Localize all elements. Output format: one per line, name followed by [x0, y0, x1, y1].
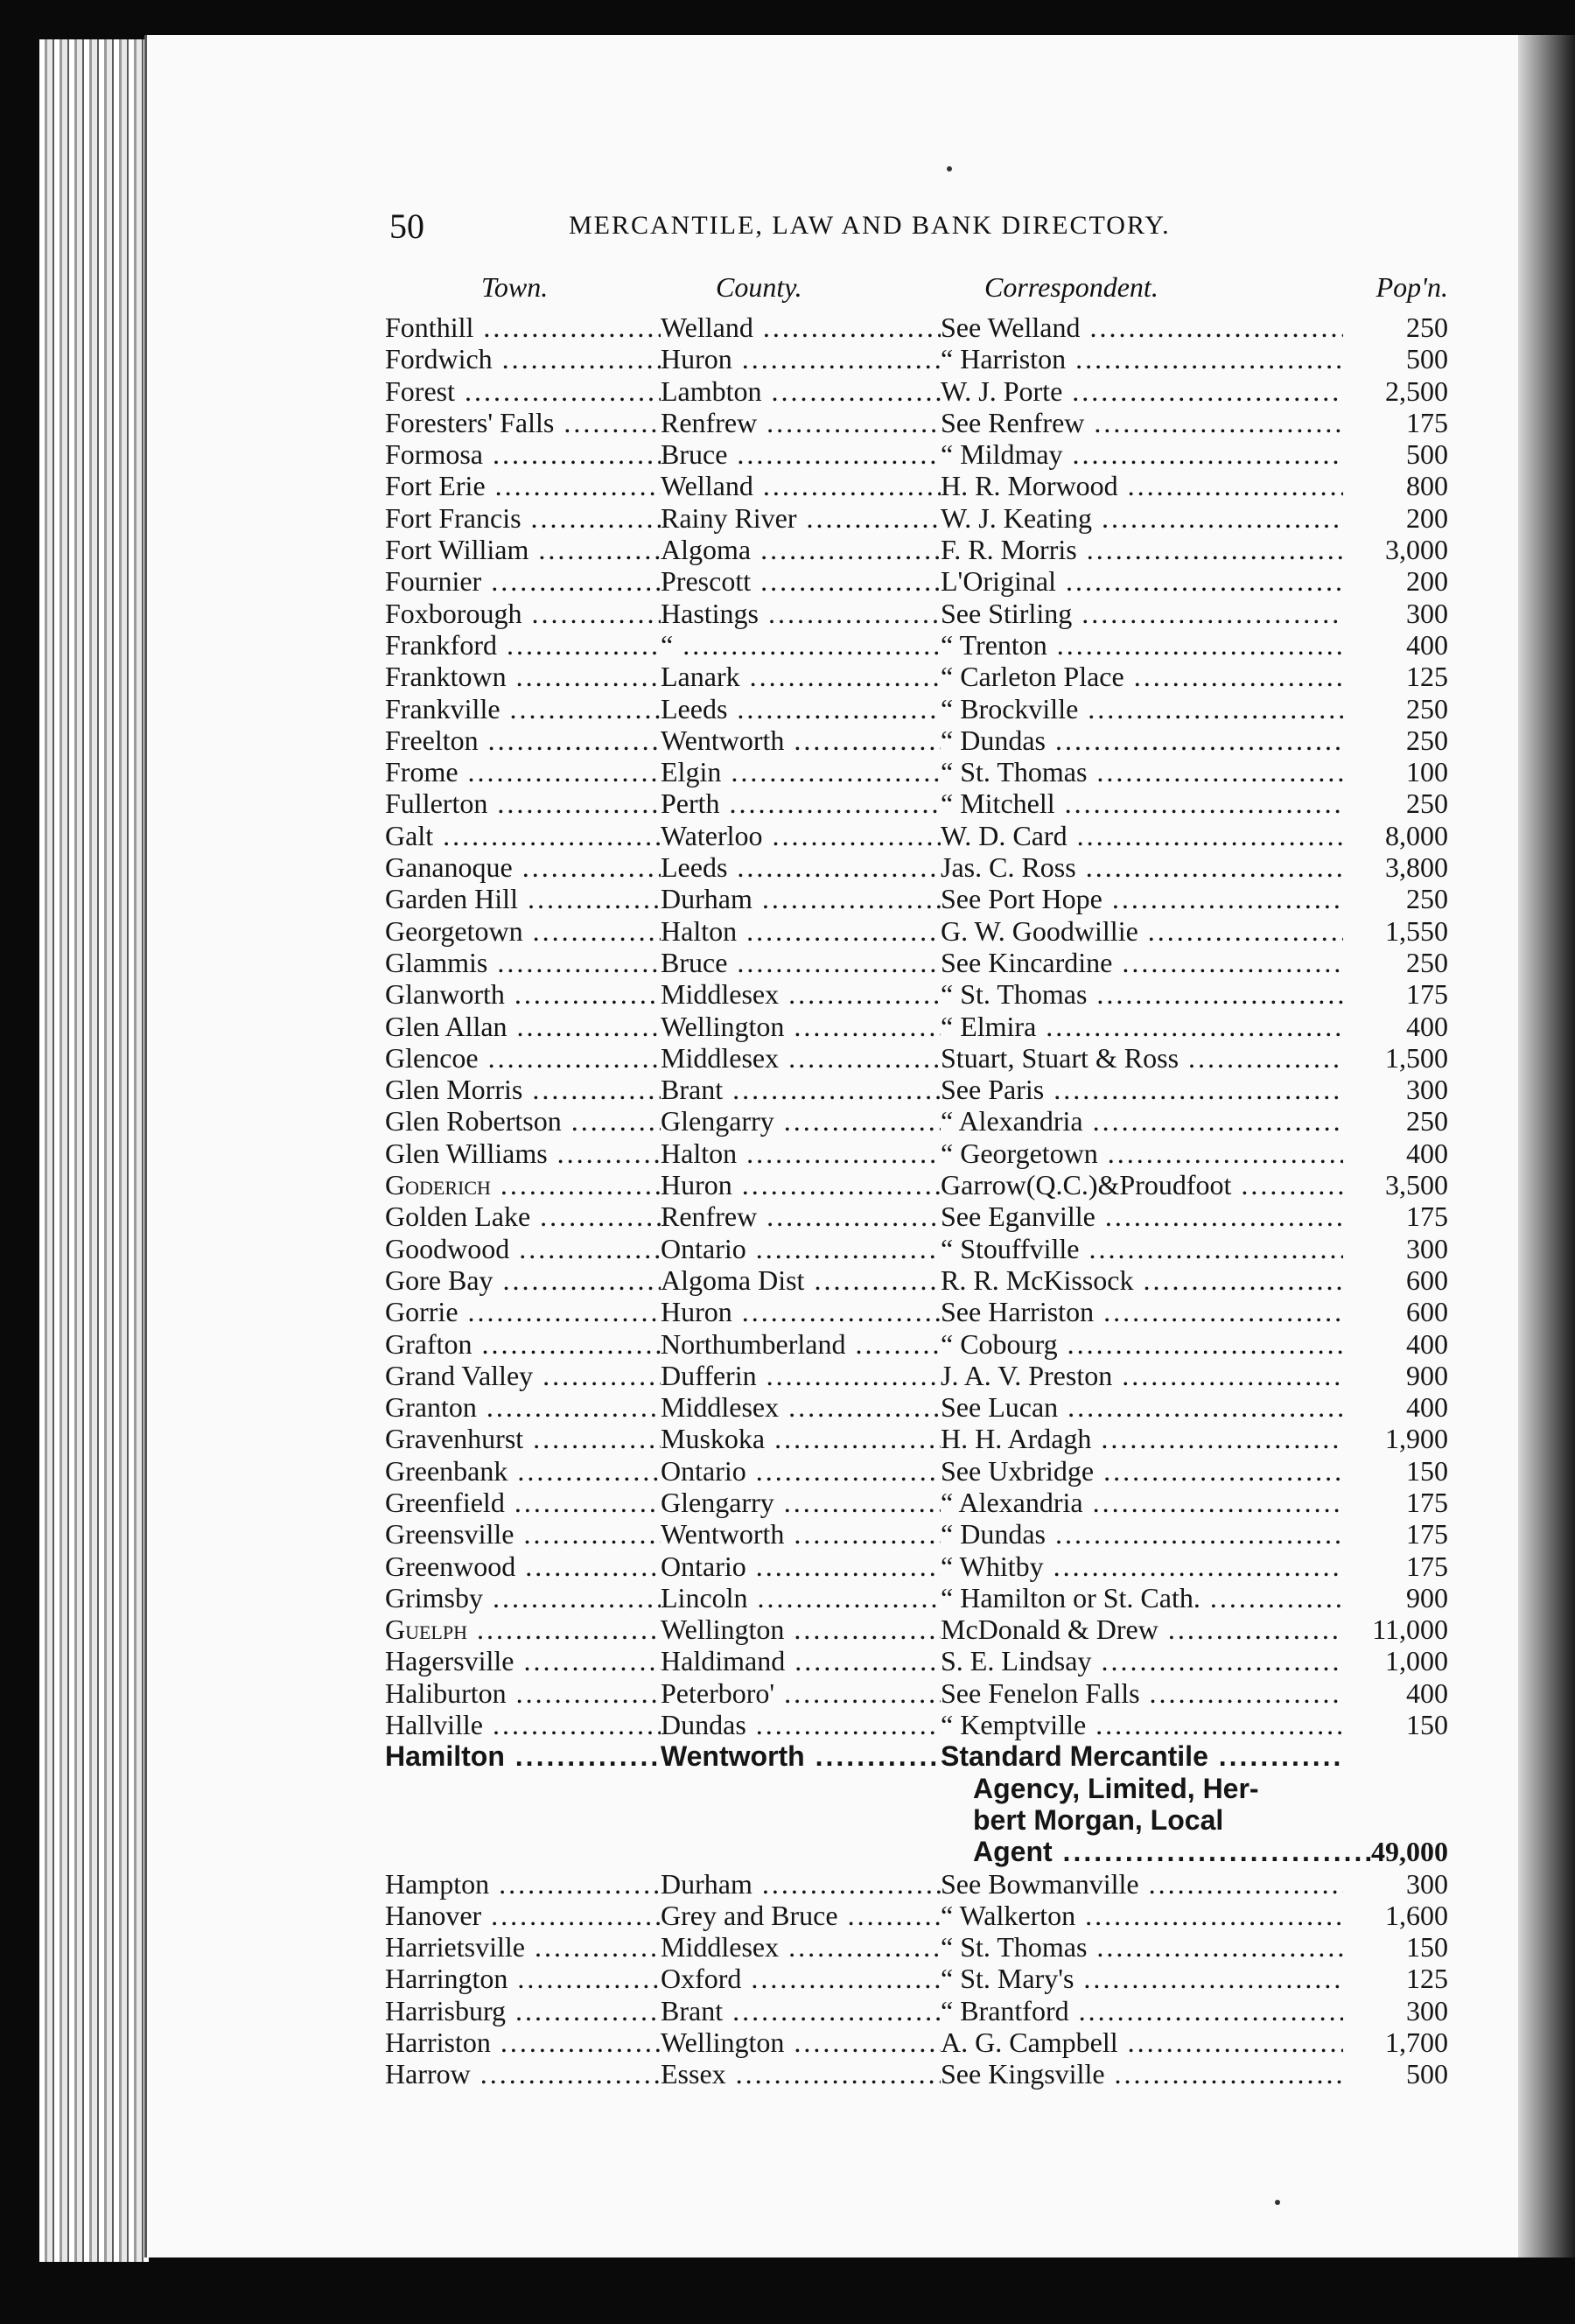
cell-correspondent: W. J. Porte .....	[941, 375, 1343, 407]
cell-correspondent: Standard Mercantile .....	[941, 1740, 1343, 1772]
table-row	[385, 1423, 1448, 1454]
table-row	[385, 1868, 1448, 1900]
cell-pop: 1,550	[1385, 914, 1448, 947]
cell-pop: 800	[1406, 470, 1448, 502]
cell-county: Ontario .....	[661, 1550, 941, 1582]
cell-pop: 500	[1406, 2058, 1448, 2090]
cell-pop: 300	[1406, 597, 1448, 629]
cell-county: Middlesex .....	[661, 1391, 941, 1423]
cell-town: Goderich .....	[385, 1169, 661, 1200]
table-row	[385, 1233, 1448, 1264]
cell-town: Georgetown .....	[385, 915, 661, 947]
cell-town: Gananoque .....	[385, 851, 661, 883]
table-row	[385, 851, 1448, 883]
table-row	[385, 375, 1448, 407]
cell-pop: 150	[1406, 1709, 1448, 1741]
cell-pop: 175	[1406, 978, 1448, 1011]
cell-county: Wentworth .....	[661, 1518, 941, 1550]
cell-pop: 500	[1406, 343, 1448, 375]
cell-correspondent: W. J. Keating .....	[941, 502, 1343, 534]
cell-town: Foresters' Falls .....	[385, 407, 661, 438]
cell-pop: 250	[1406, 883, 1448, 915]
cell-town: Glanworth .....	[385, 978, 661, 1010]
cell-county: Northumberland .....	[661, 1328, 941, 1360]
page-title: MERCANTILE, LAW AND BANK DIRECTORY.	[569, 211, 1171, 240]
cell-county: Waterloo .....	[661, 820, 941, 851]
table-row	[385, 756, 1448, 788]
cell-pop: 250	[1406, 946, 1448, 978]
cell-correspondent: See Eganville .....	[941, 1200, 1343, 1232]
cell-county: Wentworth .....	[661, 1740, 941, 1772]
cell-county: Huron .....	[661, 1296, 941, 1327]
cell-town: Glammis .....	[385, 947, 661, 978]
cell-pop: 49,000	[1371, 1836, 1448, 1868]
cell-correspondent: Stuart, Stuart & Ross .....	[941, 1042, 1343, 1074]
table-row	[385, 661, 1448, 692]
cell-correspondent: McDonald & Drew .....	[941, 1614, 1343, 1645]
table-row	[385, 438, 1448, 470]
cell-county: Elgin .....	[661, 756, 941, 788]
cell-pop: 500	[1406, 438, 1448, 471]
cell-pop: 1,000	[1385, 1645, 1448, 1677]
table-row	[385, 598, 1448, 629]
cell-correspondent: See Bowmanville .....	[941, 1868, 1343, 1900]
cell-correspondent: “ Hamilton or St. Cath. .....	[941, 1582, 1343, 1614]
running-head	[389, 206, 1448, 249]
cell-pop: 300	[1406, 1232, 1448, 1264]
book-page-edges	[39, 39, 149, 2262]
cell-county: Renfrew .....	[661, 407, 941, 438]
table-row	[385, 1645, 1448, 1676]
cell-correspondent: “ Walkerton .....	[941, 1900, 1343, 1931]
cell-town: Fullerton .....	[385, 788, 661, 819]
cell-correspondent: “ Dundas .....	[941, 1518, 1343, 1550]
table-row	[385, 1138, 1448, 1169]
table-row	[385, 1677, 1448, 1709]
cell-town: Haliburton .....	[385, 1677, 661, 1709]
cell-town: Glencoe .....	[385, 1042, 661, 1074]
cell-county: Algoma .....	[661, 534, 941, 565]
cell-pop: 175	[1406, 406, 1448, 438]
cell-town: Grimsby .....	[385, 1582, 661, 1614]
table-row	[385, 724, 1448, 756]
cell-county: Wellington .....	[661, 2026, 941, 2058]
cell-county: Prescott .....	[661, 565, 941, 597]
cell-correspondent: W. D. Card .....	[941, 820, 1343, 851]
cell-county: Peterboro' .....	[661, 1677, 941, 1709]
cell-town: Hampton .....	[385, 1868, 661, 1900]
cell-correspondent: See Kincardine .....	[941, 947, 1343, 978]
directory-table	[385, 312, 1448, 2090]
cell-correspondent: “ Mitchell .....	[941, 788, 1343, 819]
cell-town: Fournier .....	[385, 565, 661, 597]
cell-pop: 8,000	[1385, 819, 1448, 851]
cell-town: Harrington .....	[385, 1963, 661, 1994]
table-row	[385, 1169, 1448, 1200]
cell-town: Harrow .....	[385, 2058, 661, 2090]
cell-correspondent: “ St. Thomas .....	[941, 1931, 1343, 1963]
cell-town: Golden Lake .....	[385, 1200, 661, 1232]
table-row	[385, 947, 1448, 978]
cell-correspondent: “ Cobourg .....	[941, 1328, 1343, 1360]
cell-correspondent: “ Brockville .....	[941, 693, 1343, 724]
table-row	[385, 1518, 1448, 1550]
cell-correspondent: F. R. Morris .....	[941, 534, 1343, 565]
cell-correspondent: See Stirling .....	[941, 598, 1343, 629]
table-row	[385, 788, 1448, 819]
table-row	[385, 1582, 1448, 1614]
cell-correspondent: “ Alexandria .....	[941, 1105, 1343, 1137]
cell-town: Forest .....	[385, 375, 661, 407]
cell-town: Gore Bay .....	[385, 1264, 661, 1296]
cell-town: Frankford .....	[385, 629, 661, 661]
cell-town: Greenfield .....	[385, 1487, 661, 1518]
table-row	[385, 1487, 1448, 1518]
table-row	[385, 1709, 1448, 1740]
cell-county: Welland .....	[661, 312, 941, 343]
cell-county: Durham .....	[661, 1868, 941, 1900]
cell-town: Fordwich .....	[385, 343, 661, 374]
cell-county: Huron .....	[661, 1169, 941, 1200]
cell-town: Gravenhurst .....	[385, 1423, 661, 1454]
cell-pop: 600	[1406, 1296, 1448, 1328]
cell-county: Middlesex .....	[661, 978, 941, 1010]
cell-pop: 1,600	[1385, 1899, 1448, 1931]
cell-town: Guelph .....	[385, 1614, 661, 1645]
cell-town: Frankville .....	[385, 693, 661, 724]
table-row	[385, 470, 1448, 501]
cell-correspondent: “ Georgetown .....	[941, 1138, 1343, 1169]
cell-pop: 125	[1406, 1963, 1448, 1995]
cell-correspondent: Agency, Limited, Her-	[973, 1772, 1259, 1804]
cell-town: Fort William .....	[385, 534, 661, 565]
cell-town: Hallville .....	[385, 1709, 661, 1740]
cell-correspondent: H. H. Ardagh .....	[941, 1423, 1343, 1454]
cell-correspondent: “ Kemptville .....	[941, 1709, 1343, 1740]
cell-pop: 1,500	[1385, 1041, 1448, 1074]
cell-correspondent: See Welland .....	[941, 312, 1343, 343]
cell-county: Haldimand .....	[661, 1645, 941, 1676]
cell-correspondent: “ Mildmay .....	[941, 438, 1343, 470]
table-row	[385, 343, 1448, 374]
table-row	[385, 1011, 1448, 1042]
table-row	[385, 2026, 1448, 2058]
cell-pop: 3,800	[1385, 851, 1448, 884]
table-row	[385, 1740, 1448, 1772]
cell-pop: 400	[1406, 1010, 1448, 1042]
table-row	[385, 1074, 1448, 1105]
cell-county: Rainy River .....	[661, 502, 941, 534]
cell-correspondent: J. A. V. Preston .....	[941, 1360, 1343, 1391]
cell-correspondent: See Fenelon Falls .....	[941, 1677, 1343, 1709]
cell-county: Glengarry .....	[661, 1105, 941, 1137]
cell-town: Fort Erie .....	[385, 470, 661, 501]
cell-town: Galt .....	[385, 820, 661, 851]
cell-county: Bruce .....	[661, 438, 941, 470]
table-row	[385, 883, 1448, 914]
cell-county: Brant .....	[661, 1995, 941, 2026]
table-row	[385, 1931, 1448, 1963]
cell-pop: 3,500	[1385, 1169, 1448, 1201]
cell-correspondent: “ Whitby .....	[941, 1550, 1343, 1582]
cell-county: Renfrew .....	[661, 1200, 941, 1232]
table-row	[385, 1296, 1448, 1327]
column-headers	[385, 271, 1448, 311]
cell-pop: 175	[1406, 1200, 1448, 1233]
cell-county: Grey and Bruce .....	[661, 1900, 941, 1931]
cell-correspondent: See Kingsville .....	[941, 2058, 1343, 2090]
table-row	[385, 1105, 1448, 1137]
cell-pop: 175	[1406, 1550, 1448, 1582]
cell-pop: 1,900	[1385, 1423, 1448, 1455]
table-row	[385, 1360, 1448, 1391]
table-row	[385, 1550, 1448, 1582]
cell-town: Hagersville .....	[385, 1645, 661, 1676]
cell-county: Muskoka .....	[661, 1423, 941, 1454]
cell-town: Foxborough .....	[385, 598, 661, 629]
cell-county: Lincoln .....	[661, 1582, 941, 1614]
cell-town: Glen Allan .....	[385, 1011, 661, 1042]
cell-pop: 600	[1406, 1264, 1448, 1296]
column-header-population: Pop'n.	[1376, 271, 1448, 303]
cell-correspondent: H. R. Morwood .....	[941, 470, 1343, 501]
cell-pop: 900	[1406, 1581, 1448, 1614]
cell-pop: 250	[1406, 788, 1448, 820]
cell-town: Garden Hill .....	[385, 883, 661, 914]
cell-pop: 200	[1406, 501, 1448, 534]
cell-pop: 150	[1406, 1454, 1448, 1487]
cell-correspondent: S. E. Lindsay .....	[941, 1645, 1343, 1676]
cell-town: Fort Francis .....	[385, 502, 661, 534]
table-row	[385, 407, 1448, 438]
column-header-county: County.	[716, 271, 802, 303]
cell-town: Granton .....	[385, 1391, 661, 1423]
column-header-correspondent: Correspondent.	[984, 271, 1158, 303]
cell-correspondent: “ Harriston .....	[941, 343, 1343, 374]
cell-correspondent: R. R. McKissock .....	[941, 1264, 1343, 1296]
cell-county: Halton .....	[661, 1138, 941, 1169]
cell-correspondent: Agent .....	[973, 1836, 1376, 1867]
cell-correspondent: See Paris .....	[941, 1074, 1343, 1105]
cell-pop: 175	[1406, 1486, 1448, 1518]
cell-town: Hamilton .....	[385, 1740, 661, 1772]
cell-town: Grafton .....	[385, 1328, 661, 1360]
cell-correspondent: “ Carleton Place .....	[941, 661, 1343, 692]
table-row	[385, 534, 1448, 565]
cell-correspondent: See Harriston .....	[941, 1296, 1343, 1327]
cell-county: Oxford .....	[661, 1963, 941, 1994]
cell-correspondent: “ Brantford .....	[941, 1995, 1343, 2026]
cell-pop: 300	[1406, 1867, 1448, 1900]
cell-pop: 400	[1406, 628, 1448, 661]
table-row	[385, 629, 1448, 661]
cell-county: Hastings .....	[661, 598, 941, 629]
cell-town: Fonthill .....	[385, 312, 661, 343]
cell-pop: 175	[1406, 1518, 1448, 1550]
table-row	[385, 1995, 1448, 2026]
cell-correspondent: “ Trenton .....	[941, 629, 1343, 661]
cell-pop: 250	[1406, 312, 1448, 343]
cell-pop: 300	[1406, 1994, 1448, 2026]
cell-correspondent: Garrow(Q.C.)&Proudfoot .....	[941, 1169, 1343, 1200]
table-row	[385, 1963, 1448, 1994]
table-row	[385, 312, 1448, 343]
cell-town: Freelton .....	[385, 724, 661, 756]
cell-town: Harriston .....	[385, 2026, 661, 2058]
cell-county: Essex .....	[661, 2058, 941, 2090]
cell-county: Glengarry .....	[661, 1487, 941, 1518]
cell-town: Greenwood .....	[385, 1550, 661, 1582]
cell-pop: 100	[1406, 756, 1448, 788]
table-row	[385, 502, 1448, 534]
column-header-town: Town.	[481, 271, 549, 303]
cell-town: Glen Robertson .....	[385, 1105, 661, 1137]
cell-county: Leeds .....	[661, 851, 941, 883]
cell-correspondent: “ Stouffville .....	[941, 1233, 1343, 1264]
print-speck	[947, 166, 952, 172]
cell-correspondent: G. W. Goodwillie .....	[941, 915, 1343, 947]
cell-pop: 2,500	[1385, 374, 1448, 407]
cell-county: Perth .....	[661, 788, 941, 819]
cell-pop: 300	[1406, 1074, 1448, 1106]
cell-town: Glen Williams .....	[385, 1138, 661, 1169]
cell-correspondent: “ Dundas .....	[941, 724, 1343, 756]
cell-correspondent: A. G. Campbell .....	[941, 2026, 1343, 2058]
table-row	[385, 1200, 1448, 1232]
table-row	[385, 1614, 1448, 1645]
table-row	[385, 2058, 1448, 2090]
cell-town: Franktown .....	[385, 661, 661, 692]
cell-town: Gorrie .....	[385, 1296, 661, 1327]
cell-county: “ .....	[661, 629, 941, 661]
cell-pop: 250	[1406, 1105, 1448, 1138]
cell-town: Hanover .....	[385, 1900, 661, 1931]
cell-town: Formosa .....	[385, 438, 661, 470]
cell-correspondent: “ St. Mary's .....	[941, 1963, 1343, 1994]
cell-county: Halton .....	[661, 915, 941, 947]
cell-county: Lambton .....	[661, 375, 941, 407]
cell-correspondent: “ Alexandria .....	[941, 1487, 1343, 1518]
cell-pop: 250	[1406, 724, 1448, 756]
cell-pop: 200	[1406, 565, 1448, 598]
cell-correspondent: See Uxbridge .....	[941, 1455, 1343, 1487]
cell-pop: 400	[1406, 1676, 1448, 1709]
cell-town: Greensville .....	[385, 1518, 661, 1550]
cell-pop: 3,000	[1385, 534, 1448, 566]
cell-correspondent: “ Elmira .....	[941, 1011, 1343, 1042]
cell-pop: 250	[1406, 692, 1448, 724]
cell-pop: 150	[1406, 1931, 1448, 1964]
table-row	[385, 1836, 1448, 1867]
cell-county: Durham .....	[661, 883, 941, 914]
cell-pop: 400	[1406, 1391, 1448, 1424]
cell-correspondent: L'Original .....	[941, 565, 1343, 597]
cell-town: Grand Valley .....	[385, 1360, 661, 1391]
print-speck	[1275, 2200, 1280, 2205]
cell-correspondent: “ St. Thomas .....	[941, 978, 1343, 1010]
cell-correspondent: bert Morgan, Local	[973, 1803, 1224, 1836]
table-row	[385, 1804, 1448, 1836]
table-row	[385, 978, 1448, 1010]
cell-county: Lanark .....	[661, 661, 941, 692]
cell-county: Ontario .....	[661, 1233, 941, 1264]
cell-town: Glen Morris .....	[385, 1074, 661, 1105]
cell-correspondent: See Renfrew .....	[941, 407, 1343, 438]
cell-pop: 900	[1406, 1359, 1448, 1391]
cell-county: Welland .....	[661, 470, 941, 501]
cell-county: Huron .....	[661, 343, 941, 374]
table-row	[385, 915, 1448, 947]
cell-county: Ontario .....	[661, 1455, 941, 1487]
cell-pop: 125	[1406, 661, 1448, 693]
table-row	[385, 1264, 1448, 1296]
cell-county: Wellington .....	[661, 1614, 941, 1645]
cell-county: Leeds .....	[661, 693, 941, 724]
cell-town: Goodwood .....	[385, 1233, 661, 1264]
table-row	[385, 1042, 1448, 1074]
cell-pop: 11,000	[1372, 1614, 1448, 1646]
cell-pop: 400	[1406, 1327, 1448, 1360]
cell-town: Greenbank .....	[385, 1455, 661, 1487]
table-row	[385, 1328, 1448, 1360]
table-row	[385, 565, 1448, 597]
cell-county: Middlesex .....	[661, 1042, 941, 1074]
cell-county: Brant .....	[661, 1074, 941, 1105]
cell-county: Wentworth .....	[661, 724, 941, 756]
cell-correspondent: “ St. Thomas .....	[941, 756, 1343, 788]
table-row	[385, 820, 1448, 851]
cell-correspondent: See Lucan .....	[941, 1391, 1343, 1423]
cell-county: Dufferin .....	[661, 1360, 941, 1391]
cell-pop: 400	[1406, 1137, 1448, 1169]
table-row	[385, 1455, 1448, 1487]
cell-pop: 1,700	[1385, 2026, 1448, 2059]
table-row	[385, 1391, 1448, 1423]
cell-county: Wellington .....	[661, 1011, 941, 1042]
cell-county: Bruce .....	[661, 947, 941, 978]
cell-county: Algoma Dist .....	[661, 1264, 941, 1296]
page-gutter-shadow	[1518, 35, 1575, 2258]
cell-county: Middlesex .....	[661, 1931, 941, 1963]
table-row	[385, 693, 1448, 724]
cell-town: Frome .....	[385, 756, 661, 788]
cell-correspondent: See Port Hope .....	[941, 883, 1343, 914]
cell-county: Dundas .....	[661, 1709, 941, 1740]
cell-correspondent: Jas. C. Ross .....	[941, 851, 1343, 883]
cell-town: Harrisburg .....	[385, 1995, 661, 2026]
page-number: 50	[389, 206, 424, 246]
table-row	[385, 1900, 1448, 1931]
cell-town: Harrietsville .....	[385, 1931, 661, 1963]
table-row	[385, 1773, 1448, 1804]
